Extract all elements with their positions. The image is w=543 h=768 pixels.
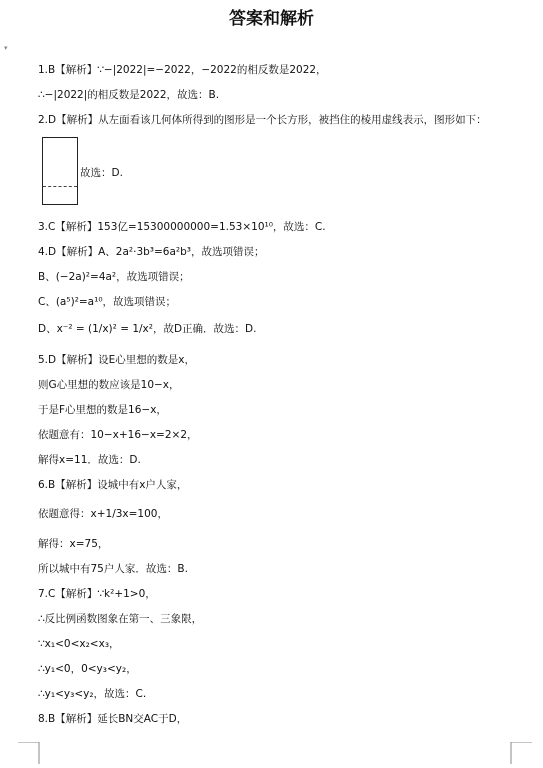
section-marker-icon: ▾ bbox=[4, 44, 8, 52]
answer-line: 2.D【解析】从左面看该几何体所得到的图形是一个长方形，被挡住的棱用虚线表示，图形如下： bbox=[38, 114, 487, 126]
crop-mark-bottom-left-icon bbox=[18, 742, 40, 764]
answer-line: ∵x₁<0<x₂<x₃， bbox=[38, 638, 120, 650]
answer-line: 依题意有：10−x+16−x=2×2， bbox=[38, 429, 198, 441]
answer-line: 则G心里想的数应该是10−x， bbox=[38, 379, 180, 391]
figure-answer-note: 故选：D. bbox=[80, 167, 123, 179]
answer-line: 4.D【解析】A、2a²·3b³=6a²b³，故选项错误； bbox=[38, 246, 265, 258]
answer-line: 解得x=11．故选：D. bbox=[38, 454, 141, 466]
crop-mark-bottom-right-icon bbox=[510, 742, 532, 764]
answer-line: 6.B【解析】设城中有x户人家， bbox=[38, 479, 188, 491]
answer-line: ∴反比例函数图象在第一、三象限， bbox=[38, 613, 203, 625]
answer-line: 依题意得：x+1/3x=100， bbox=[38, 508, 168, 520]
answer-line: 7.C【解析】∵k²+1>0， bbox=[38, 588, 156, 600]
answer-line: 3.C【解析】153亿=15300000000=1.53×10¹⁰，故选：C. bbox=[38, 221, 326, 233]
answer-line: ∴y₁<y₃<y₂，故选：C. bbox=[38, 688, 147, 700]
answer-line: C、(a⁵)²=a¹⁰，故选项错误； bbox=[38, 296, 177, 308]
page-title: 答案和解析 bbox=[229, 9, 314, 29]
answer-line: 所以城中有75户人家．故选：B. bbox=[38, 563, 188, 575]
side-view-rectangle-figure bbox=[42, 137, 78, 205]
hidden-edge-dashed-line bbox=[43, 186, 77, 187]
answer-line: ∴−|2022|的相反数是2022，故选：B. bbox=[38, 89, 220, 101]
answer-line: 于是F心里想的数是16−x， bbox=[38, 404, 167, 416]
answer-line: 8.B【解析】延长BN交AC于D， bbox=[38, 713, 188, 725]
answer-line: B、(−2a)²=4a²，故选项错误； bbox=[38, 271, 190, 283]
answer-line: 解得：x=75， bbox=[38, 538, 109, 550]
answer-line: D、x⁻² = (1/x)² = 1/x²，故D正确．故选：D. bbox=[38, 323, 257, 335]
answer-line: 1.B【解析】∵−|2022|=−2022，−2022的相反数是2022， bbox=[38, 64, 327, 76]
answer-line: ∴y₁<0，0<y₃<y₂， bbox=[38, 663, 137, 675]
answer-line: 5.D【解析】设E心里想的数是x， bbox=[38, 354, 195, 366]
